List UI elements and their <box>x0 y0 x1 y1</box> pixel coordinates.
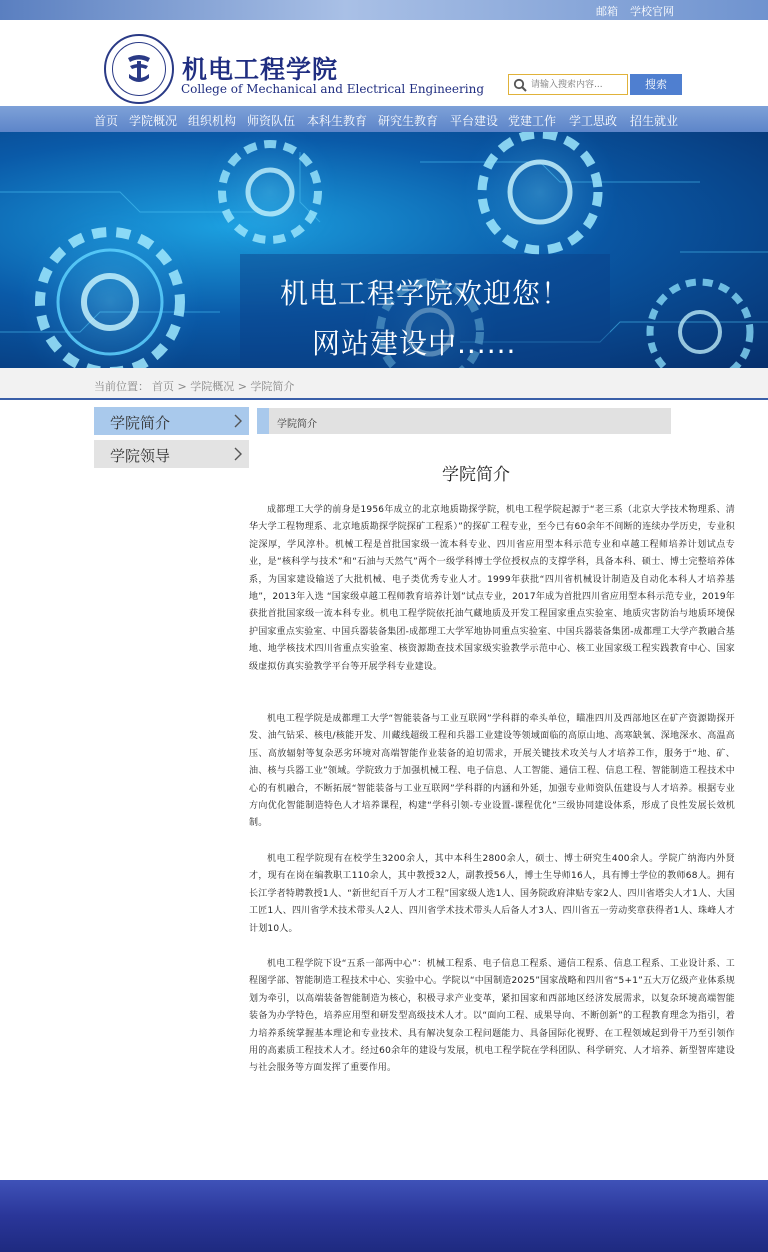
article-title: 学院简介 <box>442 465 510 485</box>
nav-item-undergraduate[interactable]: 本科生教育 <box>307 114 368 128</box>
article-paragraph: 机电工程学院是成都理工大学“智能装备与工业互联网”学科群的牵头单位，瞄准四川及西部地区在矿产资源勘探开发、油气钻采、核电/核能开发、川藏线超级工程和兵器工业建设等领域面临的高原山地、高寒缺氧、深地深水、高温高压、高放辐射等复杂恶劣环境对高端智能作业装备的迫切需求，开展关键技术攻关与人才培养工作，服务于“地、矿、油、核与兵器工业”领域。学院致力于加强机械工程、电子信息、人工智能、通信工程、信息工程、智能制造工程技术中心的有机融合，不断拓展“智能装备与工业互联网”学科群的内涵和外延，加强专业师资队伍建设与人才培养。根据专业方向优化智能制造特色人才培养课程，构建“学科引领-专业设置-课程优化”三级协同建设体系，形成了良性发展长效机制。 <box>249 714 735 829</box>
article-paragraph: 机电工程学院下设“五系一部两中心”：机械工程系、电子信息工程系、通信工程系、信息工程系、工业设计系、工程图学部、智能制造工程技术中心、实验中心。学院以“中国制造2025”国家战略和四川省“5+1”五大万亿级产业体系规划为牵引，以高端装备智能制造为核心，积极寻求产业变革，紧扣国家和西部地区经济发展需求，以复杂环境高端智能装备为办学特色，培养应用型和研发型高级技术人才。以“面向工程、成果导向、不断创新”的工程教育理念为指引，着力培养系统掌握基本理论和专业技术、具有解决复杂工程问题能力、具备国际化视野、在工程领域起到骨干乃至引领作用的高素质工程技术人才。经过60余年的建设与发展，机电工程学院在学科团队、科学研究、人才培养、新型智库建设与社会服务等方面发挥了重要作用。 <box>249 959 735 1074</box>
article-paragraph: 成都理工大学的前身是1956年成立的北京地质勘探学院，机电工程学院起源于“老三系（北京大学技术物理系、清华大学工程物理系、北京地质勘探学院探矿工程系）”的探矿工程专业，至今已有60余年不间断的连续办学历史，专业积淀深厚，学风淳朴。机械工程是首批国家级一流本科专业、四川省应用型本科示范专业和卓越工程师培养计划试点专业，是“核科学与技术”和“石油与天然气”两个一级学科博士学位授权点的支撑学科，具备本科、硕士、博士完整培养体系，为国家建设输送了大批机械、电子类优秀专业人才。1999年获批“四川省机械设计制造及自动化本科人才培养基地”，2013年入选 “国家级卓越工程师教育培养计划”试点专业，2017年成为首批四川省应用型本科示范专业，2019年获批首批国家级一流本科专业。机电工程学院依托油气藏地质及开发工程国家重点实验室、地质灾害防治与地质环境保护国家重点实验室、中国兵器装备集团-成都理工大学军地协同重点实验室、中国兵器装备集团-成都理工大学产教融合基地、地学核技术四川省重点实验室、核资源勘查技术国家级实验教学示范中心、核工业国家级工程实践教育中心、国家级虚拟仿真实验教学平台等开展学科专业建设。 <box>249 505 735 672</box>
hero-banner <box>0 132 768 368</box>
nav-item-overview[interactable]: 学院概况 <box>129 114 178 128</box>
chevron-right-icon <box>233 413 243 429</box>
content-section-header <box>257 408 671 434</box>
breadcrumb-path[interactable]: 首页 > 学院概况 > 学院简介 <box>152 380 295 393</box>
section-label: 学院简介 <box>277 419 317 430</box>
search-box <box>508 74 628 95</box>
section-accent <box>257 408 269 434</box>
sidebar-item-label: 学院简介 <box>110 414 171 432</box>
nav-item-home[interactable]: 首页 <box>94 114 119 128</box>
nav-item-platform[interactable]: 平台建设 <box>450 114 499 128</box>
nav-item-party[interactable]: 党建工作 <box>508 114 557 128</box>
mail-link[interactable]: 邮箱 <box>596 5 618 18</box>
banner-welcome-text: 机电工程学院欢迎您！ <box>280 277 571 310</box>
top-utility-bar <box>0 0 768 20</box>
site-header <box>0 20 768 106</box>
nav-item-organization[interactable]: 组织机构 <box>188 114 237 128</box>
sidebar-item-college-intro[interactable] <box>94 407 249 435</box>
search-input[interactable] <box>531 77 625 93</box>
seal-mark-icon <box>124 52 154 86</box>
magnifier-icon <box>513 78 527 92</box>
university-seal-logo[interactable] <box>104 34 174 104</box>
nav-item-admissions[interactable]: 招生就业 <box>630 114 679 128</box>
sidebar-item-college-leaders[interactable] <box>94 440 249 468</box>
sidebar-item-label: 学院领导 <box>110 447 171 465</box>
banner-construction-text: 网站建设中...... <box>312 327 517 360</box>
main-navigation <box>0 106 768 132</box>
search-form <box>508 74 676 95</box>
nav-item-graduate[interactable]: 研究生教育 <box>378 114 439 128</box>
nav-item-student-affairs[interactable]: 学工思政 <box>569 114 618 128</box>
nav-item-faculty[interactable]: 师资队伍 <box>247 114 296 128</box>
official-site-link[interactable]: 学校官网 <box>630 5 674 18</box>
chevron-right-icon <box>233 446 243 462</box>
article-paragraph: 机电工程学院现有在校学生3200余人，其中本科生2800余人，硕士、博士研究生400余人。学院广纳海内外贤才，现有在岗在编教职工110余人，其中教授32人，副教授56人，博士生导师16人，具有博士学位的教师68人。拥有长江学者特聘教授1人、“新世纪百千万人才工程”国家级人选1人、国务院政府津贴专家2人、四川省塔尖人才1人、大国工匠1人、四川省学术技术带头人2人、四川省学术技术带头人后备人才3人、四川省五一劳动奖章获得者1人、珠峰人才计划10人。 <box>249 854 735 934</box>
site-title-english: College of Mechanical and Electrical Engineering <box>181 82 484 96</box>
site-title: 机电工程学院 <box>182 55 339 84</box>
site-footer <box>0 1180 768 1252</box>
breadcrumb-prefix: 当前位置： <box>94 380 149 393</box>
breadcrumb <box>0 368 768 400</box>
search-button[interactable]: 搜索 <box>630 74 682 95</box>
